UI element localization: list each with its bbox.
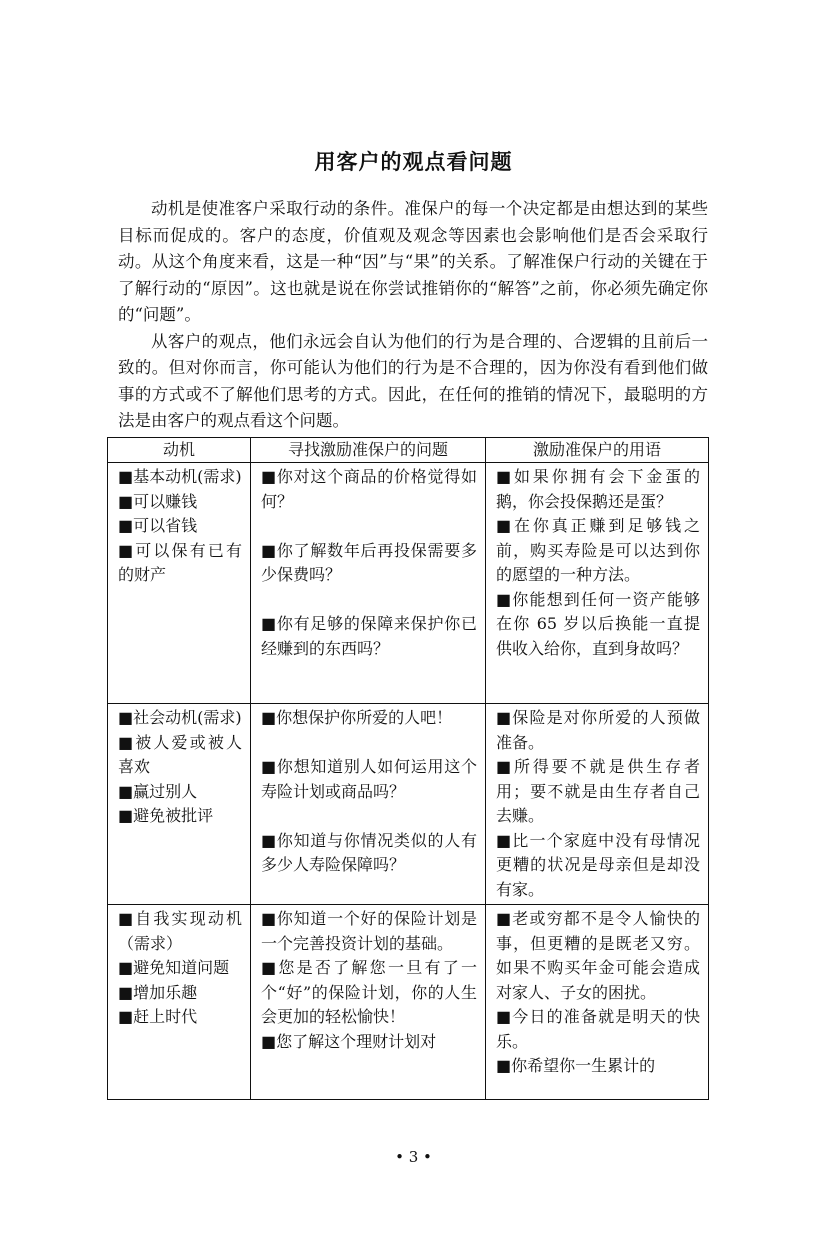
motive-item: ■被人爱或被人喜欢 [118, 732, 242, 776]
table-header-row [108, 438, 709, 463]
motivation-table [107, 437, 709, 1100]
phrase-cell [486, 463, 709, 704]
phrase-cell [486, 704, 709, 905]
question-cell [251, 704, 486, 905]
question-item: ■你了解数年后再投保需要多少保费吗？ [261, 540, 477, 584]
motive-item: ■赢过别人 [118, 781, 198, 801]
header-questions: 寻找激励准保户的问题 [251, 438, 486, 463]
phrase-item: ■比一个家庭中没有母情况更糟的状况是母亲但是却没有家。 [496, 830, 700, 899]
phrase-item: ■你希望你一生累计的 [496, 1056, 656, 1075]
motive-item: ■可以赚钱 [118, 491, 198, 511]
question-item: ■你对这个商品的价格觉得如何？ [261, 467, 477, 511]
header-motive: 动机 [108, 438, 251, 463]
phrase-item: ■今日的准备就是明天的快乐。 [496, 1007, 700, 1051]
table-row [108, 704, 709, 905]
motive-item: ■社会动机(需求) [118, 708, 242, 727]
motive-cell [108, 704, 251, 905]
body-text [118, 196, 708, 435]
question-item: ■你知道与你情况类似的人有多少人寿险保障吗？ [261, 830, 477, 874]
question-item: ■您是否了解您一旦有了一个“好”的保险计划，你的人生会更加的轻松愉快！ [261, 958, 477, 1026]
phrase-cell [486, 905, 709, 1100]
paragraph: 从客户的观点，他们永远会自认为他们的行为是合理的、合逻辑的且前后一致的。但对你而言，你可能认为他们的行为是不合理的，因为你没有看到他们做事的方式或不了解他们思考的方式。因此，在任何的推销的情况下，最聪明的方法是由客户的观点看这个问题。 [118, 331, 708, 430]
table-row [108, 905, 709, 1100]
motive-item: ■赶上时代 [118, 1007, 198, 1026]
question-cell [251, 463, 486, 704]
phrase-item: ■你能想到任何一资产能够在你 65 岁以后换能一直提供收入给你，直到身故吗？ [496, 589, 700, 658]
question-item: ■您了解这个理财计划对 [261, 1031, 437, 1051]
motive-item: ■基本动机(需求) [118, 467, 242, 486]
motive-item: ■避免知道问题 [118, 958, 230, 977]
motive-cell [108, 905, 251, 1100]
paragraph: 动机是使准客户采取行动的条件。准保户的每一个决定都是由想达到的某些目标而促成的。客户的态度，价值观及观念等因素也会影响他们是否会采取行动。从这个角度来看，这是一种“因”与“果”的关系。了解准保户行动的关键在于了解行动的“原因”。这也就是说在你尝试推销你的“解答”之前，你必须先确定你的“问题”。 [118, 199, 708, 324]
question-item: ■你有足够的保障来保护你已经赚到的东西吗？ [261, 614, 477, 658]
page-number: • 3 • [395, 1148, 432, 1166]
phrase-item: ■所得要不就是供生存者用；要不就是由生存者自己去赚。 [496, 757, 700, 825]
motive-item: ■增加乐趣 [118, 982, 198, 1002]
question-cell [251, 905, 486, 1100]
question-item: ■你想保护你所爱的人吧！ [261, 708, 453, 727]
motive-item: ■可以省钱 [118, 516, 198, 535]
question-item: ■你想知道别人如何运用这个寿险计划或商品吗？ [261, 757, 477, 801]
motive-item: ■避免被批评 [118, 806, 214, 825]
table-row [108, 463, 709, 704]
motive-item: ■自我实现动机（需求） [118, 909, 242, 953]
header-phrases: 激励准保户的用语 [486, 438, 709, 463]
phrase-item: ■老或穷都不是令人愉快的事，但更糟的是既老又穷。如果不购买年金可能会造成对家人、子女的困扰。 [496, 909, 700, 1002]
motive-cell [108, 463, 251, 704]
phrase-item: ■保险是对你所爱的人预做准备。 [496, 708, 700, 752]
motive-item: ■可以保有已有的财产 [118, 540, 242, 584]
phrase-item: ■在你真正赚到足够钱之前，购买寿险是可以达到你的愿望的一种方法。 [496, 516, 700, 584]
phrase-item: ■如果你拥有会下金蛋的鹅，你会投保鹅还是蛋？ [496, 467, 700, 511]
question-item: ■你知道一个好的保险计划是一个完善投资计划的基础。 [261, 909, 477, 953]
page-title: 用客户的观点看问题 [314, 149, 513, 174]
